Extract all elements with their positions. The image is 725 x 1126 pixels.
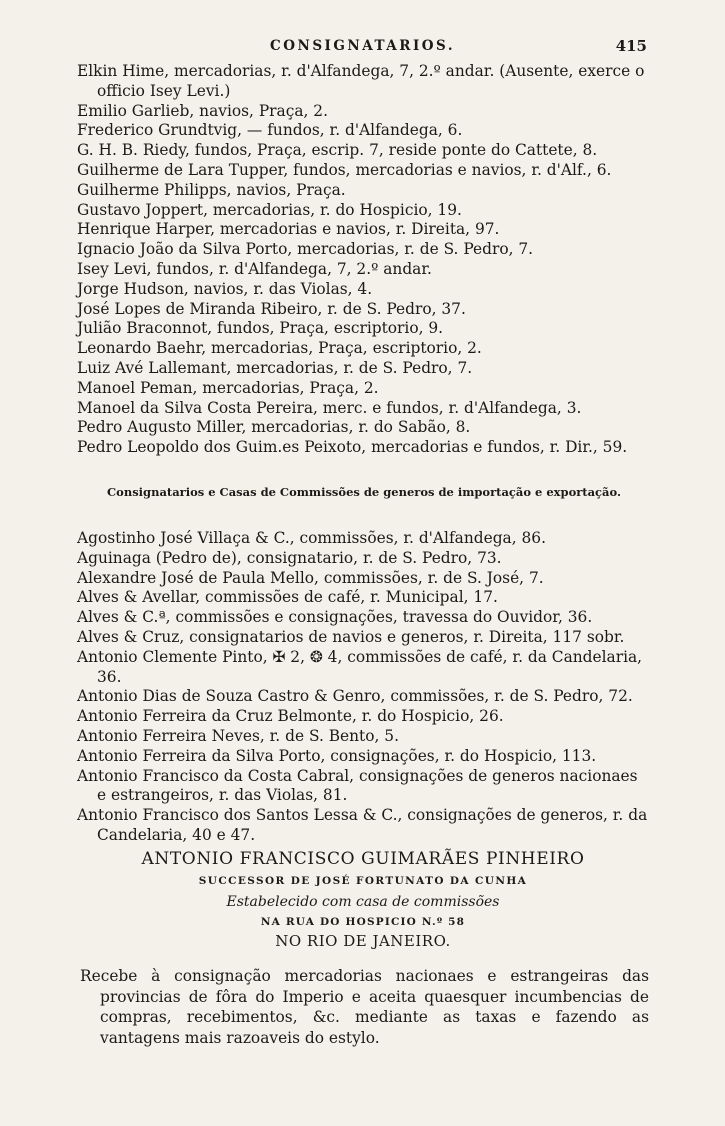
list-entry: Alexandre José de Paula Mello, commissões, r. de S. José, 7. (77, 568, 544, 587)
advertisement (77, 847, 649, 952)
advert-city: NO RIO DE JANEIRO. (275, 932, 451, 950)
page-number: 415 (615, 37, 647, 55)
list-entry: Gustavo Joppert, mercadorias, r. do Hospicio, 19. (77, 200, 462, 219)
list-entry: Antonio Francisco da Costa Cabral, consignações de generos nacionaes e estrangeiros, r. das Violas, 81. (77, 766, 638, 805)
list-entry: Isey Levi, fundos, r. d'Alfandega, 7, 2.º andar. (77, 259, 432, 278)
list-entry: Manoel da Silva Costa Pereira, merc. e fundos, r. d'Alfandega, 3. (77, 398, 582, 417)
list-entry: Antonio Francisco dos Santos Lessa & C., consignações de generos, r. da Candelaria, 40 e 47. (77, 806, 648, 844)
list-entry: Antonio Ferreira da Silva Porto, consignações, r. do Hospicio, 113. (77, 746, 597, 765)
list-entry: Leonardo Baehr, mercadorias, Praça, escriptorio, 2. (77, 339, 482, 358)
list-entry: Antonio Ferreira da Cruz Belmonte, r. do Hospicio, 26. (77, 707, 504, 726)
list-entry: Jorge Hudson, navios, r. das Violas, 4. (77, 279, 373, 298)
list-entry: Pedro Leopoldo dos Guim.es Peixoto, mercadorias e fundos, r. Dir., 59. (77, 438, 628, 457)
list-entry: Aguinaga (Pedro de), consignatario, r. de S. Pedro, 73. (77, 548, 502, 567)
advert-street: NA RUA DO HOSPICIO N.º 58 (260, 916, 466, 928)
list-entry: José Lopes de Miranda Ribeiro, r. de S. Pedro, 37. (77, 299, 466, 318)
list-entry: Julião Braconnot, fundos, Praça, escriptorio, 9. (77, 319, 444, 338)
list-entry: G. H. B. Riedy, fundos, Praça, escrip. 7, reside ponte do Cattete, 8. (77, 141, 598, 160)
list-entry: Ignacio João da Silva Porto, mercadorias, r. de S. Pedro, 7. (77, 240, 534, 259)
list-entry: Antonio Dias de Souza Castro & Genro, commissões, r. de S. Pedro, 72. (77, 687, 633, 706)
list-entry: Manoel Peman, mercadorias, Praça, 2. (77, 378, 379, 397)
list-entry: Antonio Ferreira Neves, r. de S. Bento, 5. (77, 726, 399, 745)
list-entry: Elkin Hime, mercadorias, r. d'Alfandega, 7, 2.º andar. (Ausente, exerce o officio Isey Levi.) (77, 62, 645, 100)
advert-successor: SUCCESSOR DE JOSÉ FORTUNATO DA CUNHA (198, 875, 528, 887)
list-entry: Alves & Avellar, commissões de café, r. Municipal, 17. (77, 588, 498, 607)
list-entry: Pedro Augusto Miller, mercadorias, r. do Sabão, 8. (77, 418, 471, 437)
advert-body: Recebe à consignação mercadorias nacionaes e estrangeiras das provincias de fôra do Imperio e aceita quaesquer incumbencias de compras, recebimentos, &c. mediante as taxas e fazendo as vantagens mais razoaveis do estylo. (80, 967, 649, 1047)
running-title: CONSIGNATARIOS. (269, 38, 456, 54)
list-entry: Emilio Garlieb, navios, Praça, 2. (77, 101, 328, 120)
list-entry: Antonio Clemente Pinto, ✠ 2, ❂ 4, commissões de café, r. da Candelaria, 36. (77, 647, 643, 686)
list-entry: Agostinho José Villaça & C., commissões, r. d'Alfandega, 86. (77, 529, 546, 547)
list-entry: Guilherme Philipps, navios, Praça. (77, 180, 346, 199)
list-entry: Henrique Harper, mercadorias e navios, r. Direita, 97. (77, 220, 500, 239)
list-entry: Guilherme de Lara Tupper, fundos, mercadorias e navios, r. d'Alf., 6. (77, 160, 612, 179)
list-entry: Alves & C.ª, commissões e consignações, travessa do Ouvidor, 36. (77, 608, 593, 627)
page-header (0, 38, 725, 58)
advert-name: ANTONIO FRANCISCO GUIMARÃES PINHEIRO (141, 849, 585, 869)
merchant-list (77, 62, 649, 458)
list-entry: Frederico Grundtvig, — fundos, r. d'Alfandega, 6. (77, 121, 463, 140)
consignee-list (77, 529, 649, 846)
list-entry: Luiz Avé Lallemant, mercadorias, r. de S. Pedro, 7. (77, 358, 473, 377)
list-entry: Alves & Cruz, consignatarios de navios e generos, r. Direita, 117 sobr. (77, 627, 625, 646)
section-heading: Consignatarios e Casas de Commissões de generos de importação e exportação. (107, 485, 621, 499)
advert-established: Estabelecido com casa de commissões (226, 894, 500, 910)
